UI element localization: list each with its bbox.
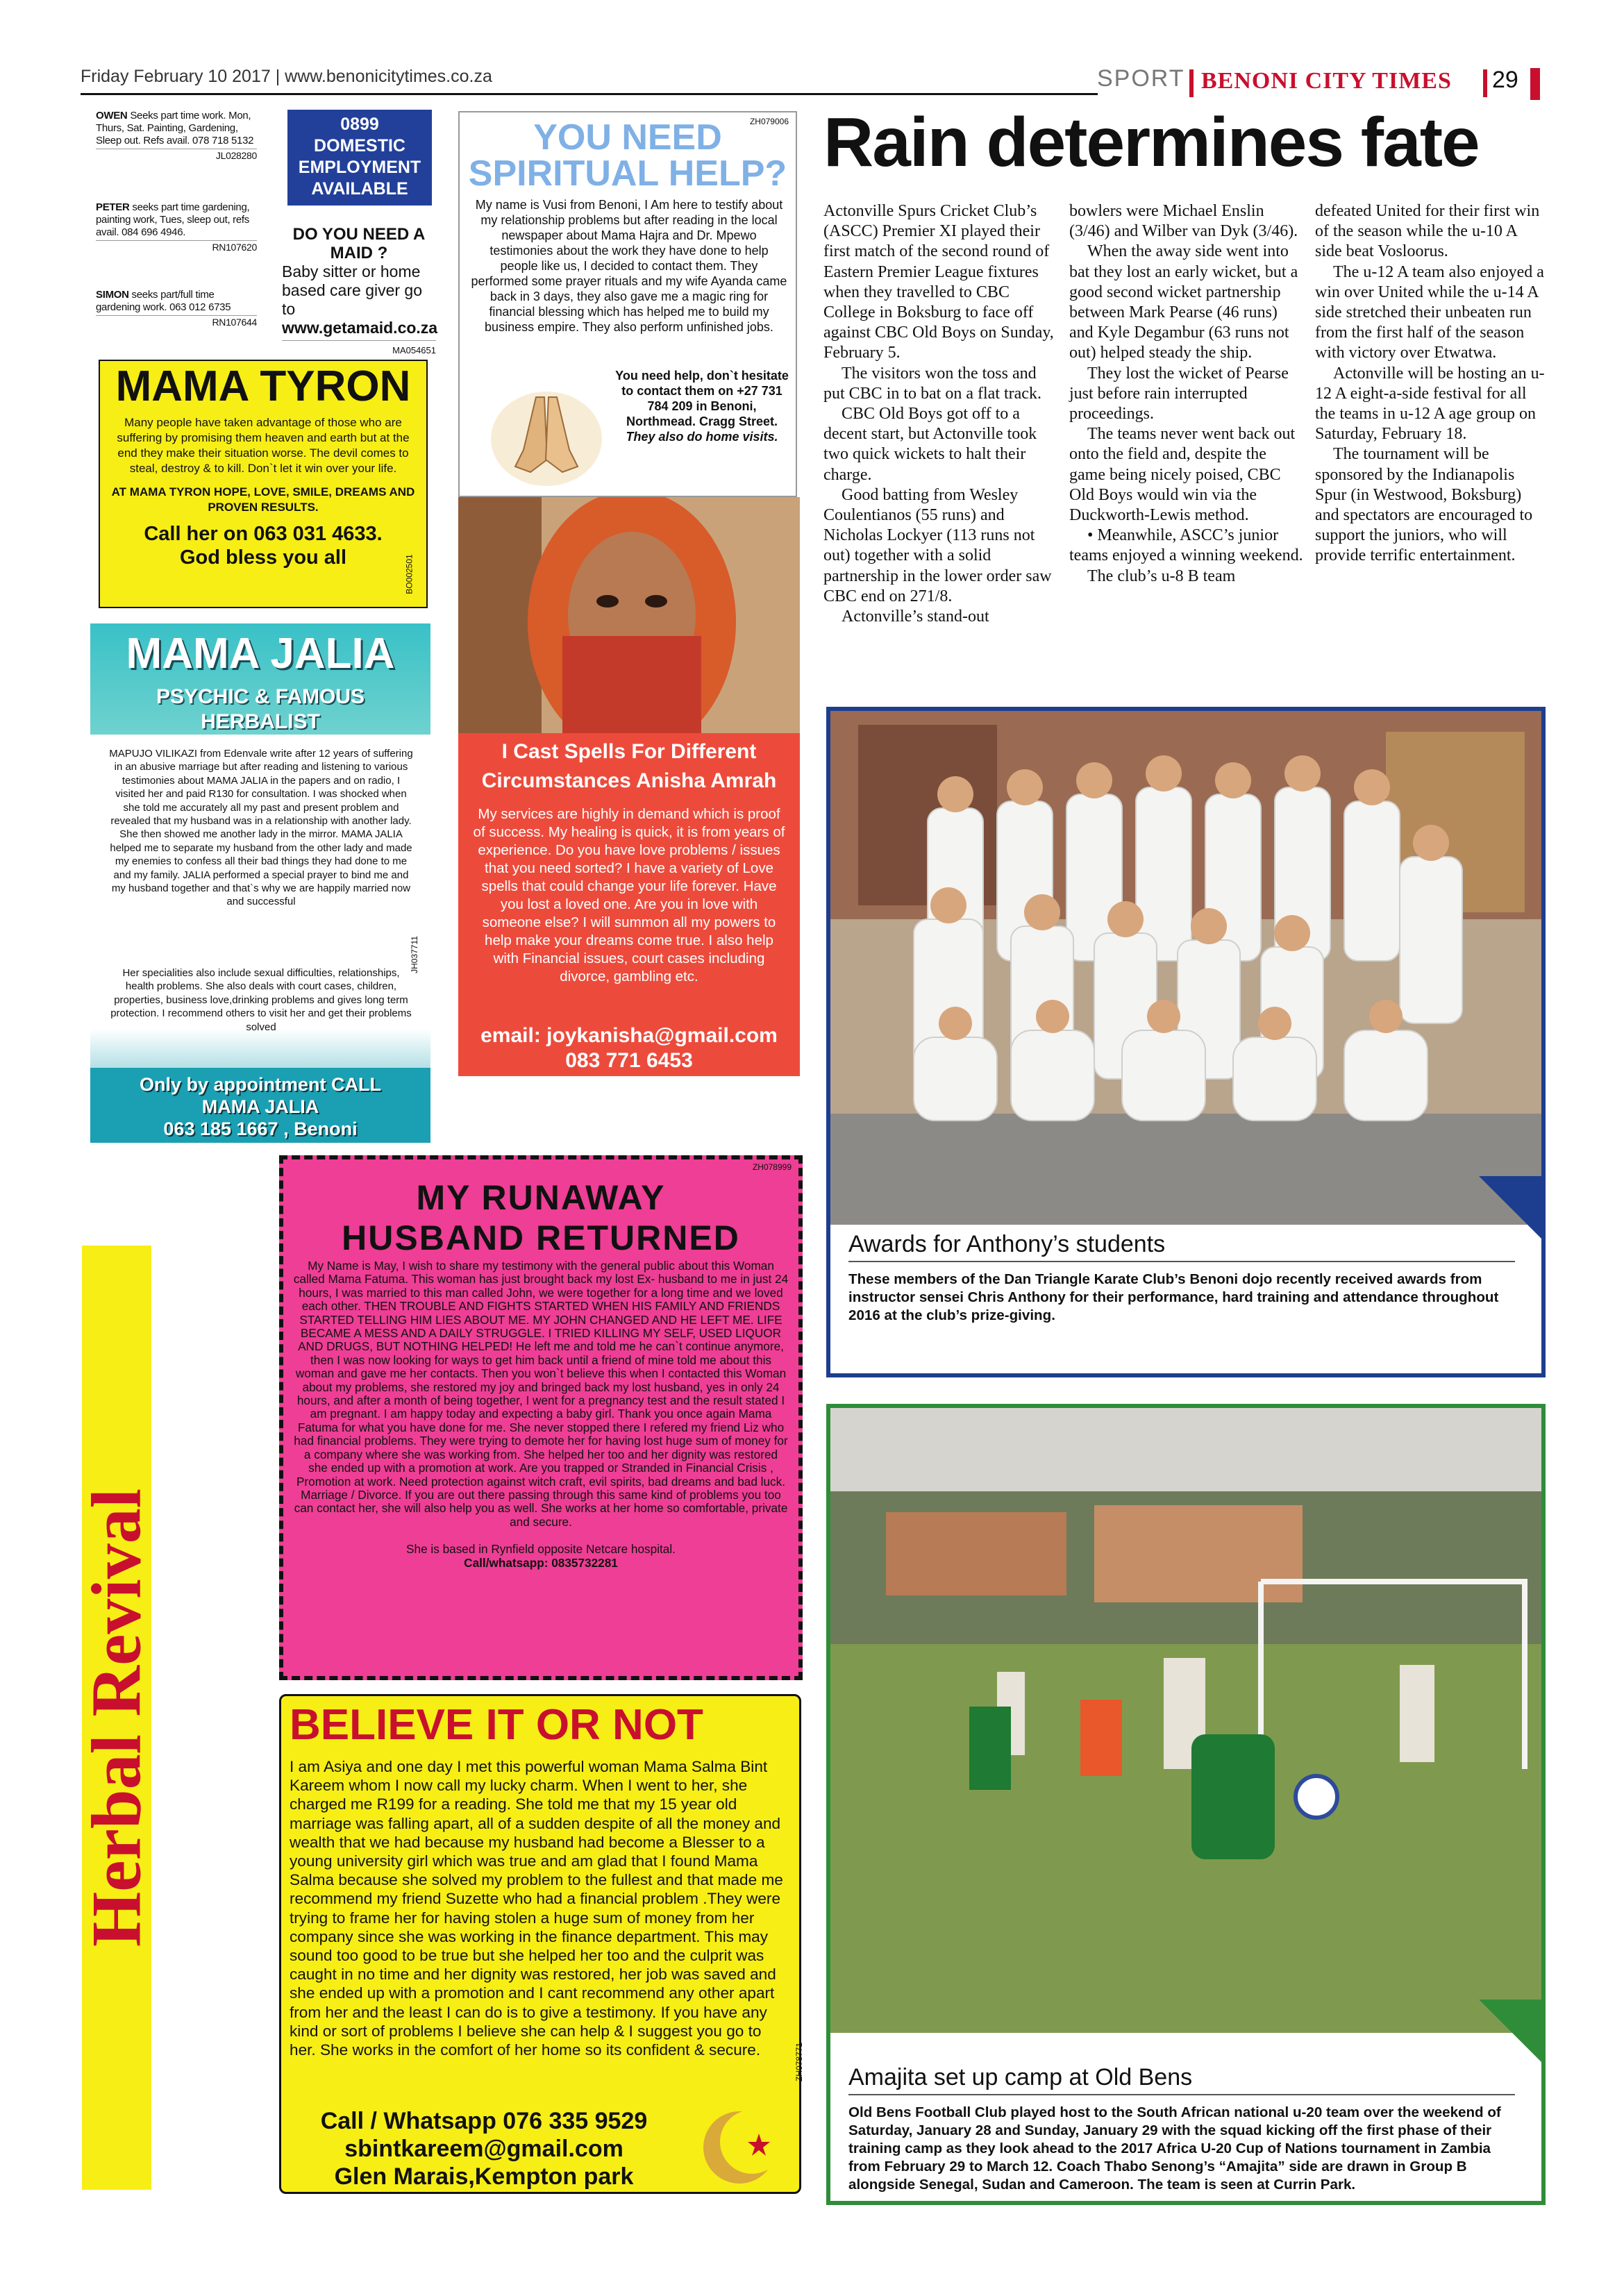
article-paragraph: defeated United for their first win of the season while the u-10 A side beat Vosloorus. [1315, 202, 1540, 261]
maid-ad-ref: MA054651 [282, 340, 436, 360]
article-paragraph: They lost the wicket of Pearse just before rain interrupted proceedings. [1069, 364, 1289, 424]
contact-phone: Call / Whatsapp 076 335 9529 [320, 2108, 648, 2134]
maid-ad-body: Baby sitter or home based care giver go to [282, 262, 423, 318]
call-line: Call her on 063 031 4633. [144, 523, 383, 545]
spiritual-help-ad [458, 111, 797, 497]
karate-photo-box [826, 707, 1546, 1377]
banner-text: Herbal Revival [77, 1488, 156, 1947]
article-paragraph: bowlers were Michael Enslin (3/46) and Wilber van Dyk (3/46). [1069, 202, 1298, 241]
classified-ad [96, 201, 257, 253]
ad-title: MAMA TYRON [115, 362, 411, 410]
article-paragraph: Actonville Spurs Cricket Club’s (ASCC) Premier XI played their first match of the second round of Eastern Premier League fixtures when they travelled to CBC College in Boksburg to face off against CBC Old Boys on Sunday, February 5. [823, 202, 1054, 362]
crescent-star-icon [698, 2106, 781, 2189]
classified-text: Seeks part time work. Mon, Thurs, Sat. Painting, Gardening, Sleep out. Refs avail. 078 718 5132 [96, 110, 254, 146]
photo-caption-title: Amajita set up camp at Old Bens [848, 2064, 1193, 2090]
ad-body: My services are highly in demand which is proof of success. My healing is quick, it is from years of experience. Do you have love problems / issues that you need sorted? I have a variety of Love spells that could change your life forever. Have you lost a loved one. Are you in love with someone else? I will summon all my powers to help make your dreams come true. I also help with Financial issues, court cases including divorce, gambling etc. [473, 806, 785, 984]
contact-text: They also do home visits. [626, 430, 778, 444]
mama-tyron-ad [99, 360, 428, 608]
header-divider [1483, 69, 1487, 97]
corner-arrow-icon [1479, 2000, 1541, 2062]
soccer-photo-box [826, 1404, 1546, 2205]
classified-ref: RN107644 [96, 315, 257, 328]
classified-ref: JL028280 [96, 149, 257, 162]
ad-body [293, 1259, 789, 1570]
ad-title [458, 737, 800, 796]
ad-contact [458, 1023, 800, 1073]
banner-line: EMPLOYMENT [298, 158, 421, 177]
article-paragraph: The visitors won the toss and put CBC in to bat on a flat track. [823, 364, 1041, 403]
ad-call [90, 1073, 430, 1140]
header-marker [1530, 68, 1540, 100]
corner-arrow-icon [1479, 1176, 1541, 1239]
photo-caption: Old Bens Football Club played host to the South African national u-20 team over the weekend of Saturday, January 28 and Sunday, January 29 with the squad kicking off the first phase of their training camp as they look ahead to the 2017 Africa U-20 Cup of Nations tournament in Zambia from February 29 to March 12. Coach Thabo Senong’s “Amajita” side are drawn in Group B alongside Senegal, Sudan and Cameroon. The team is seen at Currin Park. [848, 2104, 1501, 2193]
maid-ad-link[interactable]: www.getamaid.co.za [282, 319, 438, 337]
section-label: SPORT [1097, 65, 1185, 92]
maid-ad-text [282, 262, 436, 337]
ad-ref: ZH079006 [749, 117, 789, 126]
article-paragraph: The tournament will be sponsored by the Indianapolis Spur (in Westwood, Boksburg) and spectators are encouraged to support the juniors, who will provide terrific entertainment. [1315, 445, 1533, 565]
title-line: I Cast Spells For Different [501, 740, 757, 763]
classified-text: seeks part/full time gardening work. 063 012 6735 [96, 289, 231, 313]
call-line: MAMA JALIA [201, 1096, 319, 1117]
article-paragraph: The club’s u-8 B team [1087, 567, 1236, 585]
article-paragraph: The u-12 A team also enjoyed a win over United while the u-14 A side stretched their unbeaten run from the first half of the season with victory over Etwatwa. [1315, 262, 1544, 362]
spiritual-help-contact [612, 368, 792, 444]
caption-rule [848, 2094, 1515, 2095]
ad-body: I am Asiya and one day I met this powerful woman Mama Salma Bint Kareem whom I now call my lucky charm. When I went to her, she charged me R199 for a reading. She told me that my 15 year old marriage was falling apart, all of a sudden despite of all the money and wealth that we had because my husband had become a Blesser to a young university girl which was true and am glad that I found Mama Salma because she solved my problem to the fullest and that made me recommend my friend Suzette who had a financial problem .They were trying to frame her for having stolen a huge sum of money from her company since she was working in the finance department. This may sound too good to be true but she helped her too and the culprit was caught in no time and her dignity was restored, her job was saved and she ended up with a promotion and I cant recommend any other apart from her and the least I can do is to give a testimony. If you have any kind or sort of problems I believe she can help & I suggest you go to her. She works in the comfort of her home so its confident & secure. [290, 1758, 783, 2059]
article-paragraph: Actonville’s stand-out [842, 607, 989, 626]
header-rule [81, 93, 1098, 95]
contact-text: You need help, don`t hesitate to contact them on +27 731 784 209 in Benoni, Northmead. Cragg Street. [615, 369, 789, 428]
contact-email[interactable]: sbintkareem@gmail.com [344, 2136, 623, 2162]
classified-ad [96, 110, 257, 162]
page-header-date-url: Friday February 10 2017 | www.benonicitytimes.co.za [81, 67, 492, 86]
article-paragraph: The teams never went back out onto the field and, despite the game being nicely poised, CBC Old Boys would win via the Duckworth-Lewis method. [1069, 425, 1296, 525]
ad-body: Her specialities also include sexual difficulties, relationships, health problems. She also deals with court cases, children, properties, business love,drinking problems and gives long term protection. I recommend others to visit her and get their problems solved [110, 967, 412, 1033]
title-line: YOU NEED [533, 117, 722, 158]
anisha-spells-ad [458, 497, 800, 1076]
domestic-employment-banner [287, 110, 432, 206]
ad-ref: BO002501 [404, 554, 415, 594]
praying-hands-icon [487, 383, 605, 487]
classified-name: SIMON [96, 289, 129, 301]
title-line: SPIRITUAL HELP? [468, 153, 787, 194]
article-column-1 [823, 201, 1057, 627]
classified-ref: RN107620 [96, 240, 257, 253]
title-line: HUSBAND RETURNED [342, 1218, 740, 1257]
contact-email[interactable]: email: joykanisha@gmail.com [480, 1024, 778, 1047]
contact-phone: 083 771 6453 [565, 1049, 693, 1072]
subtitle-line: HERBALIST [201, 710, 320, 733]
banner-line: AVAILABLE [311, 179, 408, 199]
ad-title [283, 1178, 798, 1258]
article-headline: Rain determines fate [823, 103, 1479, 181]
believe-it-or-not-ad [279, 1694, 805, 2194]
karate-group-photo [830, 711, 1541, 1225]
title-line: MY RUNAWAY [416, 1178, 666, 1217]
subtitle-line: PSYCHIC & FAMOUS [156, 685, 365, 708]
photo-caption: These members of the Dan Triangle Karate Club’s Benoni dojo recently received awards from instructor sensei Chris Anthony for their performance, hard training and attendance throughout 2016 at the club’s prize-giving. [848, 1271, 1499, 1323]
newspaper-name: BENONI CITY TIMES [1201, 68, 1452, 94]
herbal-revival-banner [77, 1246, 156, 2190]
photo-caption-title: Awards for Anthony’s students [848, 1231, 1166, 1257]
classified-ad [96, 289, 257, 328]
ad-body: MAPUJO VILIKAZI from Edenvale write after 12 years of suffering in an abusive marriage but after reading and listening to various testimonies about MAMA JALIA in the papers and on radio, I visited her and paid R130 for consultation. I was shocked when she told me accurately all my past and present problem and revealed that my husband was in a relationship with another lady. She then showed me another lady in the mirror. MAMA JALIA helped me to separate my husband from the other lady and made my enemies to confess all their bad things they had done to me and my family. JALIA performed a special prayer to bind me and my husband together and that`s why we are happily married now and successful [109, 748, 413, 908]
ad-footer-text: She is based in Rynfield opposite Netcare hospital. [406, 1542, 676, 1557]
call-line: Only by appointment CALL [140, 1074, 381, 1095]
classified-text: seeks part time gardening, painting work, Tues, sleep out, refs avail. 084 696 4946. [96, 201, 250, 238]
article-paragraph: Actonville will be hosting an u-12 A eight-a-side festival for all the teams in u-12 A age group on Saturday, February 18. [1315, 364, 1545, 444]
caption-rule [848, 1261, 1515, 1262]
header-divider [1189, 69, 1194, 97]
ad-title: BELIEVE IT OR NOT [290, 1701, 703, 1749]
title-line: Circumstances Anisha Amrah [481, 769, 777, 792]
runaway-husband-ad [279, 1155, 803, 1680]
mama-jalia-ad [90, 623, 430, 1143]
woman-portrait-image [458, 497, 800, 733]
article-paragraph: Good batting from Wesley Coulentianos (55 runs) and Nicholas Lockyer (113 runs not out) together with a solid partnership in the lower order saw CBC end on 271/8. [823, 485, 1052, 605]
ad-title: MAMA JALIA [126, 630, 395, 678]
spiritual-help-body: My name is Vusi from Benoni, I Am here to testify about my relationship problems but after reading in the local newspaper about Mama Hajra and Dr. Mpewo testimonies about the work they have done to help people like us, I decided to contact them. They performed some prayer rituals and my wife Ayanda came back in 3 days, they also gave me a magic ring for financial blessing which has helped me to build my business empire. They also perform unfinished jobs. [471, 198, 787, 334]
article-paragraph: • Meanwhile, ASCC’s junior teams enjoyed a winning weekend. [1069, 526, 1303, 565]
page-number: 29 [1492, 67, 1518, 93]
ad-ref: JH037711 [409, 936, 419, 973]
ad-subtitle [90, 685, 430, 735]
ad-body-text: My Name is May, I wish to share my testimony with the general public about this Woman called Mama Fatuma. This woman has just brought back my lost Ex- husband to me in just 24 hours, I was married to this man called John, we were together for a long time and we loved each other. THEN TROUBLE AND FIGHTS STARTED WHEN HIS FAMILY AND FRIENDS STARTED TELLING HIM LIES ABOUT ME. MY JOHN CHANGED AND HE LEFT ME. LIFE BECAME A MESS AND A DAILY STRUGGLE. I TRIED KILLING MY SELF, USED LIQUOR AND DRUGS, BUT NOTHING HELPED! He left me and told me he can`t continue anymore, then I was now looking for ways to get him back until a friend of mine told me about this woman and gave me her contacts. Then you won`t believe this when I contacted this Woman about my problems, she restored my joy and bringed back my lost husband, yes in only 24 hours, and after a month of being together, I went for a pregnancy test and the result stated I am pregnant. I am happy today and expecting a baby girl. Thank you once again Mama Fatuma for what you have done for me. She never stopped there I refered my friend Liz who had financial problems. They were trying to demote her for having lost huge sum of money for a company where she was working from. She helped her too and her dignity was restored she ended up with a promotion at work. Are you trapped or Stranded in Financial Crisis , Promotion at work. Need protection against witch craft, evil spirits, bad dreams and bad luck. Marriage / Divorce. If you are out there passing through this same kind of problems you too can contact her, she will also help you as well. She works at her home so comfortable, private and secure. [293, 1259, 789, 1529]
soccer-match-photo [830, 1408, 1541, 2033]
maid-ad-title: DO YOU NEED A MAID ? [292, 225, 426, 262]
article-column-2 [1069, 201, 1304, 587]
ad-call [110, 522, 417, 569]
banner-line: 0899 [340, 115, 379, 134]
classified-name: OWEN [96, 110, 128, 121]
ad-body: Many people have taken advantage of those who are suffering by promising them heaven and earth but at the end they make their situation worse. The devil comes to steal, destroy & to kill. Don`t let it win over your life. [117, 416, 410, 475]
ad-contact: Call/whatsapp: 0835732281 [464, 1555, 618, 1570]
classified-name: PETER [96, 201, 130, 213]
call-line: 063 185 1667 , Benoni [163, 1118, 358, 1139]
call-line: God bless you all [179, 546, 347, 569]
contact-location: Glen Marais,Kempton park [334, 2163, 634, 2190]
ad-photo [458, 497, 800, 733]
maid-ad [282, 225, 436, 360]
banner-line: DOMESTIC [314, 136, 405, 156]
ad-ref: ZH078771 [794, 2042, 805, 2082]
ad-contact [290, 2107, 678, 2190]
ad-subtitle: AT MAMA TYRON HOPE, LOVE, SMILE, DREAMS AND PROVEN RESULTS. [111, 485, 415, 514]
article-paragraph: CBC Old Boys got off to a decent start, but Actonville took two quick wickets to halt their charge. [823, 405, 1037, 484]
spiritual-help-title [460, 119, 796, 192]
article-paragraph: When the away side went into bat they lost an early wicket, but a good second wicket partnership between Mark Pearse (46 runs) and Kyle Degambur (63 runs not out) helped steady the ship. [1069, 242, 1298, 362]
ad-ref: ZH078999 [752, 1162, 792, 1172]
article-column-3 [1315, 201, 1547, 567]
